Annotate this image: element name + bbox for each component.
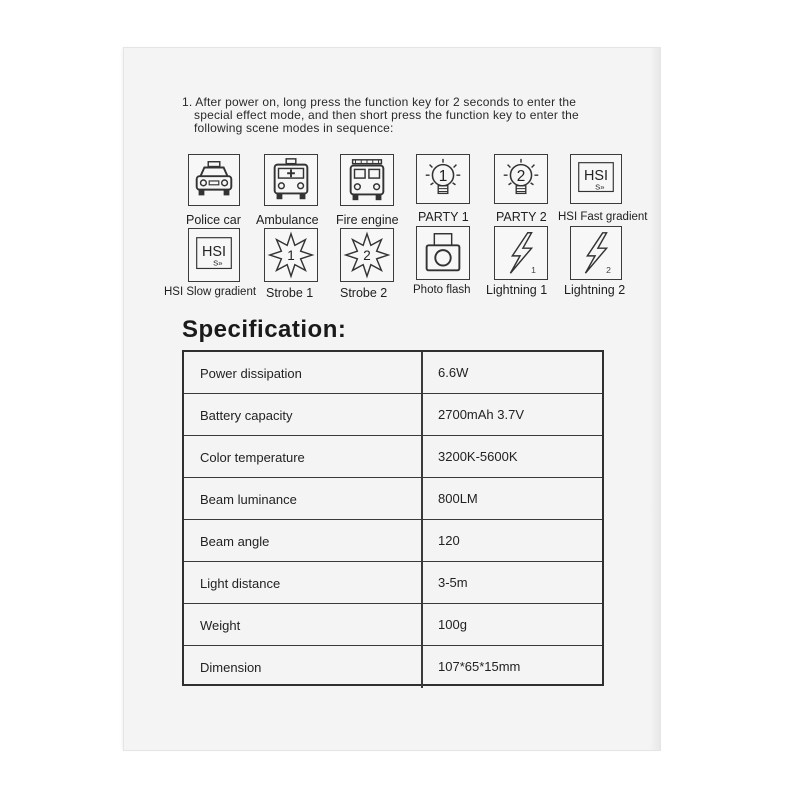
column-divider [421, 562, 423, 603]
table-row [184, 436, 602, 478]
bulb-number: 2 [516, 167, 526, 185]
column-divider [421, 436, 423, 477]
spec-value: 800LM [438, 491, 478, 506]
table-row [184, 394, 602, 436]
mode-label: PARTY 1 [418, 210, 469, 224]
specification-table [182, 350, 604, 686]
instruction-line-1: 1. After power on, long press the function key for 2 seconds to enter the [182, 95, 577, 109]
manual-page [124, 48, 660, 750]
mode-label: HSI Slow gradient [164, 286, 257, 298]
hsi-text: HSI [201, 243, 227, 260]
police-car-icon [188, 154, 240, 206]
table-row [184, 562, 602, 604]
mode-label: Strobe 2 [340, 286, 388, 300]
mode-label: HSI Fast gradient [558, 211, 648, 223]
spec-parameter: Light distance [200, 576, 281, 591]
hsi-subtext: S» [595, 182, 605, 192]
mode-label: Fire engine [336, 213, 399, 227]
lightning-icon [570, 226, 622, 280]
hsi-icon [188, 228, 240, 282]
ambulance-icon [264, 154, 318, 206]
spec-parameter: Beam luminance [200, 492, 297, 507]
column-divider [421, 604, 423, 645]
strobe-number: 1 [287, 247, 295, 263]
lightning-number: 1 [531, 265, 536, 276]
spec-value: 120 [438, 533, 460, 548]
hsi-text: HSI [584, 167, 608, 184]
spec-value: 3200K-5600K [438, 449, 518, 464]
spec-parameter: Power dissipation [200, 366, 302, 381]
party-bulb-icon [416, 154, 470, 204]
lightning-number: 2 [606, 265, 611, 276]
spec-value: 107*65*15mm [438, 659, 521, 674]
spec-parameter: Battery capacity [200, 408, 293, 423]
column-divider [421, 646, 423, 688]
mode-label: Police car [186, 213, 241, 227]
strobe-star-icon [264, 228, 318, 282]
instruction-text [182, 96, 622, 135]
mode-label: Ambulance [256, 213, 319, 227]
hsi-subtext: S» [213, 258, 223, 268]
mode-label: Strobe 1 [266, 286, 314, 300]
table-row [184, 478, 602, 520]
spec-parameter: Beam angle [200, 534, 270, 549]
bulb-number: 1 [438, 167, 448, 185]
party-bulb-icon [494, 154, 548, 204]
table-row [184, 604, 602, 646]
lightning-icon [494, 226, 548, 280]
camera-flash-icon [416, 226, 470, 280]
strobe-star-icon [340, 228, 394, 282]
hsi-icon [570, 154, 622, 204]
column-divider [421, 394, 423, 435]
mode-label: Lightning 2 [564, 283, 626, 297]
column-divider [421, 520, 423, 561]
spec-parameter: Weight [200, 618, 241, 633]
specification-title: Specification: [182, 316, 347, 343]
column-divider [421, 478, 423, 519]
spec-value: 2700mAh 3.7V [438, 407, 525, 422]
spec-parameter: Dimension [200, 660, 262, 675]
mode-label: Lightning 1 [486, 283, 548, 297]
fire-engine-icon [340, 154, 394, 206]
table-row [184, 520, 602, 562]
spec-value: 100g [438, 617, 467, 632]
spec-value: 3-5m [438, 575, 468, 590]
mode-label: Photo flash [413, 284, 471, 296]
instruction-line-2: special effect mode, and then short press the function key to enter the [194, 108, 579, 122]
column-divider [421, 352, 423, 393]
spec-parameter: Color temperature [200, 450, 305, 465]
table-row [184, 646, 602, 688]
spec-value: 6.6W [438, 365, 469, 380]
strobe-number: 2 [363, 247, 371, 263]
instruction-line-3: following scene modes in sequence: [194, 121, 394, 135]
mode-label: PARTY 2 [496, 210, 547, 224]
table-row [184, 352, 602, 394]
